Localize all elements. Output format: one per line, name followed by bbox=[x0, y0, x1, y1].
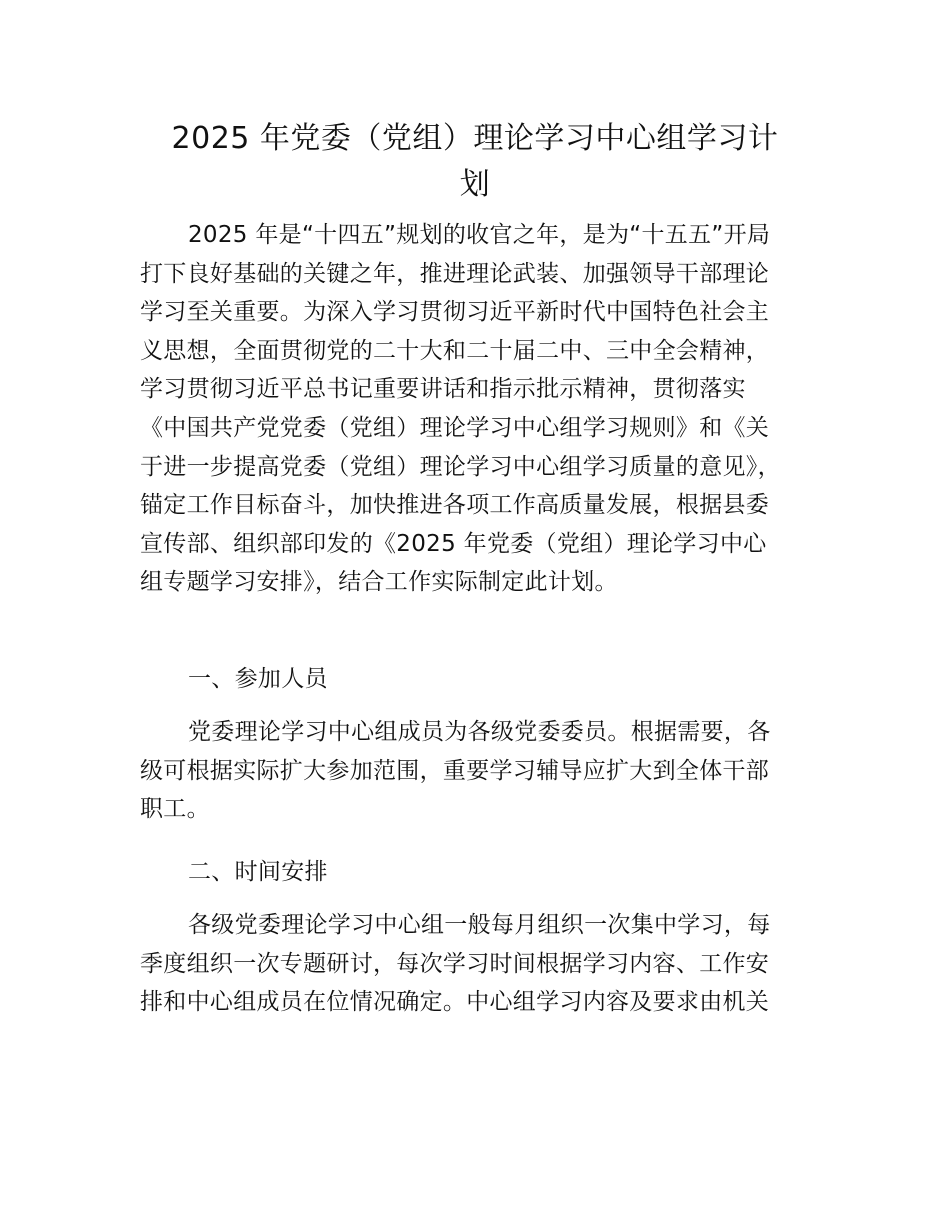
paragraph-line: 宣传部、组织部印发的《2025 年党委（党组）理论学习中心 bbox=[140, 530, 767, 557]
paragraph-line: 打下良好基础的关键之年，推进理论武装、加强领导干部理论 bbox=[140, 260, 770, 287]
paragraph-line: 各级党委理论学习中心组一般每月组织一次集中学习，每 bbox=[188, 912, 771, 938]
section-heading: 一、参加人员 bbox=[188, 666, 328, 692]
paragraph-line: 2025 年是“十四五”规划的收官之年，是为“十五五”开局 bbox=[188, 222, 771, 248]
participants-paragraph bbox=[140, 713, 812, 829]
paragraph-line: 于进一步提高党委（党组）理论学习中心组学习质量的意见》， bbox=[140, 453, 781, 480]
paragraph-line: 学习贯彻习近平总书记重要讲话和指示批示精神，贯彻落实 bbox=[140, 376, 746, 403]
paragraph-line: 级可根据实际扩大参加范围，重要学习辅导应扩大到全体干部 bbox=[140, 757, 770, 784]
paragraph-line: 季度组织一次专题研讨，每次学习时间根据学习内容、工作安 bbox=[140, 950, 770, 977]
section-heading: 二、时间安排 bbox=[188, 859, 328, 885]
paragraph-line: 《中国共产党党委（党组）理论学习中心组学习规则》和《关 bbox=[140, 414, 770, 441]
section-heading-schedule bbox=[140, 853, 812, 892]
intro-paragraph bbox=[140, 216, 812, 602]
schedule-paragraph bbox=[140, 906, 812, 1022]
paragraph-line: 义思想，全面贯彻党的二十大和二十届二中、三中全会精神， bbox=[140, 337, 770, 364]
paragraph-line: 排和中心组成员在位情况确定。中心组学习内容及要求由机关 bbox=[140, 989, 770, 1016]
document-title bbox=[140, 116, 810, 208]
title-line: 2025 年党委（党组）理论学习中心组学习计 bbox=[171, 121, 779, 156]
paragraph-line: 学习至关重要。为深入学习贯彻习近平新时代中国特色社会主 bbox=[140, 299, 770, 326]
paragraph-line: 职工。 bbox=[140, 796, 210, 823]
section-heading-participants bbox=[140, 660, 812, 699]
title-line: 划 bbox=[459, 167, 491, 202]
paragraph-line: 党委理论学习中心组成员为各级党委委员。根据需要，各 bbox=[188, 719, 771, 745]
paragraph-line: 锚定工作目标奋斗，加快推进各项工作高质量发展，根据县委 bbox=[140, 492, 770, 519]
paragraph-line: 组专题学习安排》，结合工作实际制定此计划。 bbox=[140, 569, 618, 596]
